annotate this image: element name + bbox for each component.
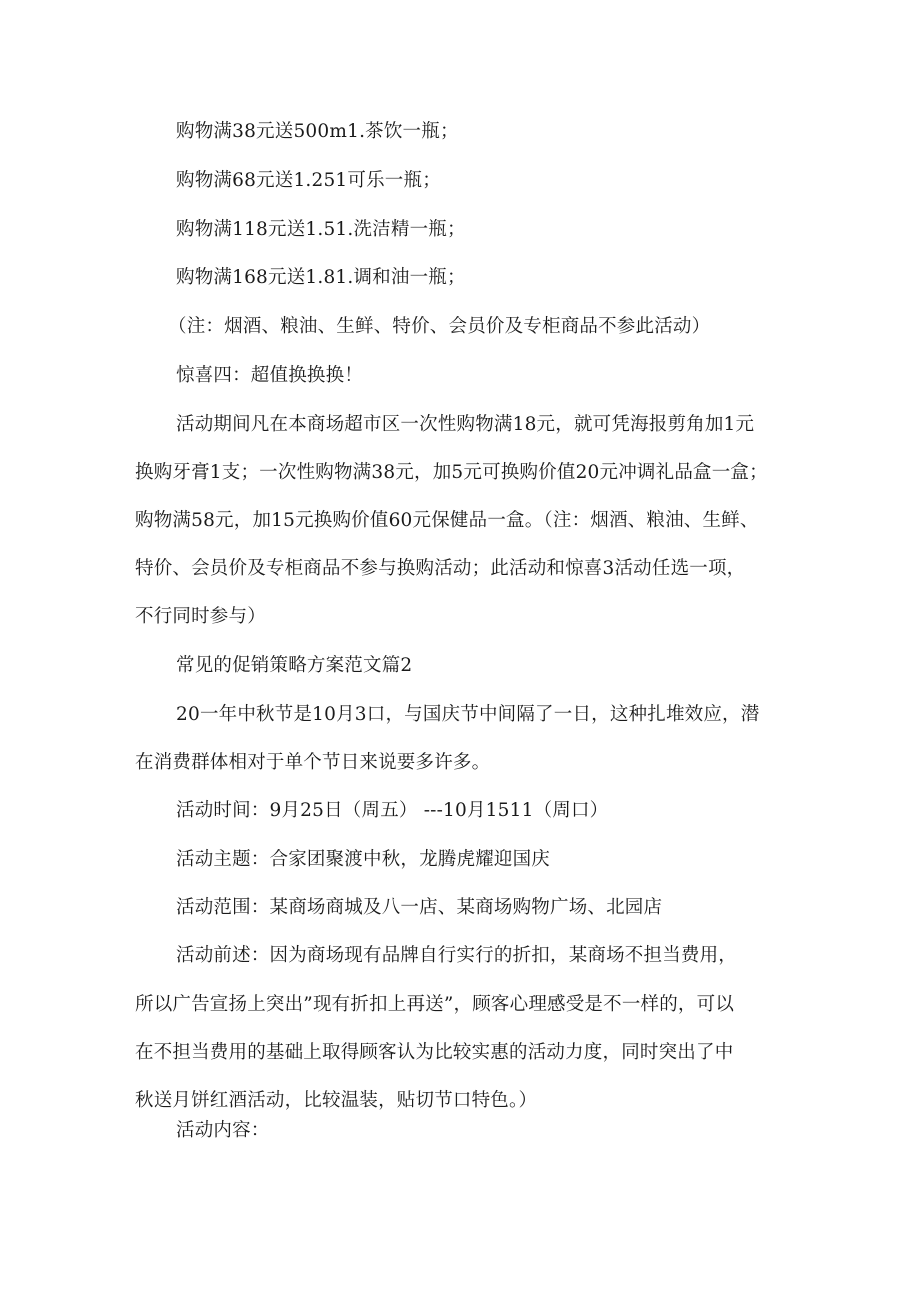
paragraph-line: 特价、会员价及专柜商品不参与换购活动；此活动和惊喜3活动任选一项，: [135, 558, 746, 579]
paragraph-line: 在不担当费用的基础上取得顾客认为比较实惠的活动力度，同时突出了中: [135, 1042, 734, 1063]
paragraph-line: 活动前述：因为商场现有品牌自行实行的折扣，某商场不担当费用，: [176, 945, 738, 966]
paragraph-line: 20一年中秋节是10月3口，与国庆节中间隔了一日，这种扎堆效应，潜: [176, 704, 760, 725]
activity-scope: 活动范围：某商场商城及八一店、某商场购物广场、北园店: [176, 897, 663, 918]
activity-content-heading: 活动内容：: [176, 1120, 270, 1141]
paragraph-line: 活动期间凡在本商场超市区一次性购物满18元，就可凭海报剪角加1元: [176, 414, 755, 435]
text-line: 购物满168元送1.81.调和油一瓶；: [176, 267, 466, 288]
paragraph-line: 所以广告宣扬上突出”现有折扣上再送”，顾客心理感受是不一样的，可以: [135, 994, 735, 1015]
paragraph-line: 购物满58元，加15元换购价值60元保健品一盒。（注：烟酒、粮油、生鲜、: [135, 510, 759, 531]
paragraph-line: 秋送月饼红酒活动，比较温装，贴切节口特色。）: [135, 1090, 538, 1111]
article-title: 常见的促销策略方案范文篇2: [176, 655, 413, 676]
paragraph-line: 换购牙膏1支；一次性购物满38元，加5元可换购价值20元冲调礼品盒一盒；: [135, 462, 768, 483]
text-line: 购物满68元送1.251可乐一瓶；: [176, 170, 441, 191]
activity-time: 活动时间：9月25日（周五） ---10月1511（周口）: [176, 800, 609, 821]
text-line: 购物满38元送500m1.茶饮一瓶；: [176, 121, 459, 142]
section-heading: 惊喜四：超值换换换！: [176, 365, 364, 386]
paragraph-line: 不行同时参与）: [135, 606, 266, 627]
note-line: （注：烟酒、粮油、生鲜、特价、会员价及专柜商品不参此活动）: [168, 316, 711, 337]
paragraph-line: 在消费群体相对于单个节日来说要多许多。: [135, 752, 491, 773]
text-line: 购物满118元送1.51.洗洁精一瓶；: [176, 219, 466, 240]
activity-theme: 活动主题：合家团聚渡中秋，龙腾虎耀迎国庆: [176, 849, 551, 870]
